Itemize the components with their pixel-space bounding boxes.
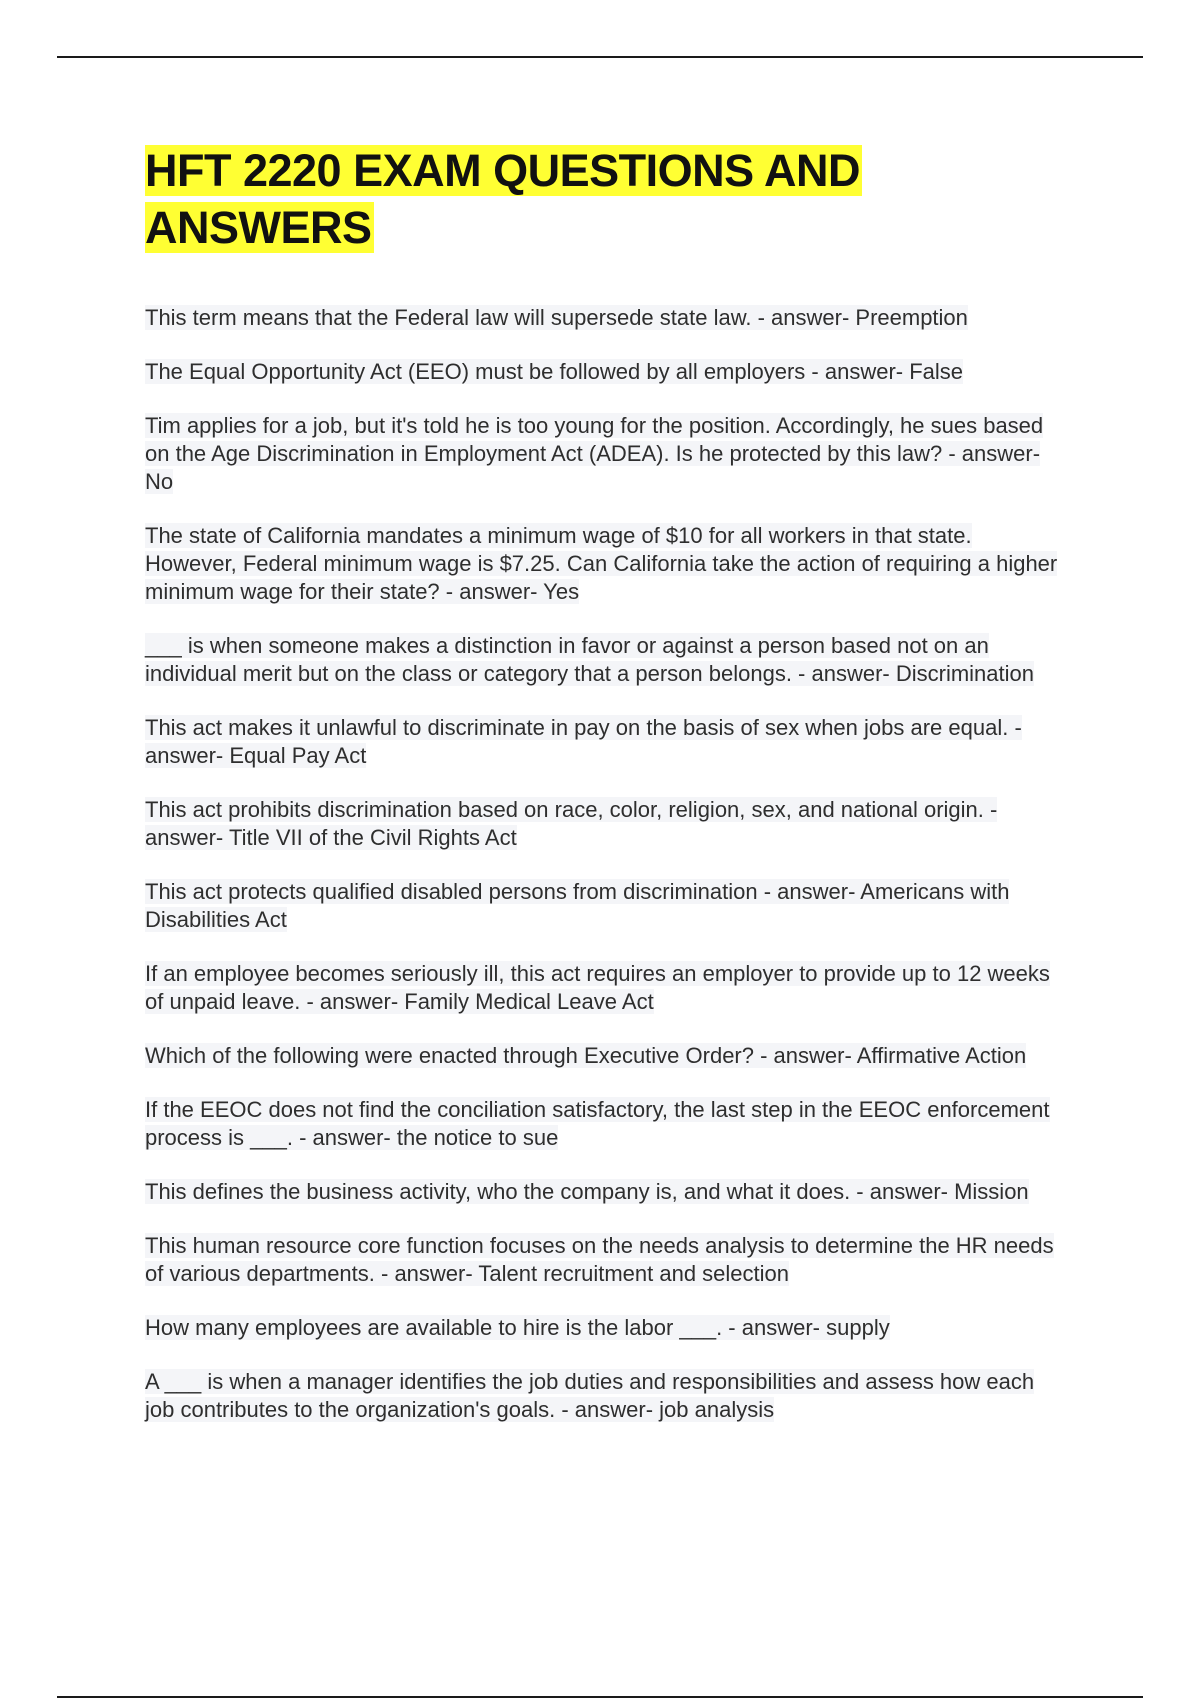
document-title <box>145 142 1065 256</box>
qa-item: This act protects qualified disabled persons from discrimination - answer- Americans with Disabilities Act <box>145 879 1010 932</box>
qa-item: Tim applies for a job, but it's told he is too young for the position. Accordingly, he sues based on the Age Discrimination in Employment Act (ADEA). Is he protected by this law? - answer- No <box>145 413 1044 494</box>
bottom-rule <box>57 1696 1143 1698</box>
qa-item: This human resource core function focuses on the needs analysis to determine the HR needs of various departments. - answer- Talent recruitment and selection <box>145 1233 1054 1286</box>
top-rule <box>57 56 1143 58</box>
qa-item: Which of the following were enacted through Executive Order? - answer- Affirmative Action <box>145 1043 1027 1068</box>
qa-item: If an employee becomes seriously ill, this act requires an employer to provide up to 12 weeks of unpaid leave. - answer- Family Medical Leave Act <box>145 961 1050 1014</box>
qa-item: A ___ is when a manager identifies the job duties and responsibilities and assess how each job contributes to the organization's goals. - answer- job analysis <box>145 1369 1035 1422</box>
document-body <box>145 142 1065 1450</box>
qa-item: This act makes it unlawful to discriminate in pay on the basis of sex when jobs are equal. - answer- Equal Pay Act <box>145 715 1022 768</box>
qa-item: This term means that the Federal law will supersede state law. - answer- Preemption <box>145 305 968 330</box>
qa-item: ___ is when someone makes a distinction in favor or against a person based not on an individual merit but on the class or category that a person belongs. - answer- Discrimination <box>145 633 1034 686</box>
qa-item: This defines the business activity, who the company is, and what it does. - answer- Mission <box>145 1179 1029 1204</box>
title-highlight: HFT 2220 EXAM QUESTIONS AND ANSWERS <box>145 145 860 253</box>
qa-item: If the EEOC does not find the conciliation satisfactory, the last step in the EEOC enforcement process is ___. - answer- the notice to sue <box>145 1097 1050 1150</box>
qa-item: The Equal Opportunity Act (EEO) must be followed by all employers - answer- False <box>145 359 964 384</box>
qa-item: The state of California mandates a minimum wage of $10 for all workers in that state. However, Federal minimum wage is $7.25. Can California take the action of requiring a higher minimum wage for their state? - answer- Yes <box>145 523 1058 604</box>
qa-item: This act prohibits discrimination based on race, color, religion, sex, and national origin. - answer- Title VII of the Civil Rights Act <box>145 797 998 850</box>
qa-item: How many employees are available to hire is the labor ___. - answer- supply <box>145 1315 890 1340</box>
